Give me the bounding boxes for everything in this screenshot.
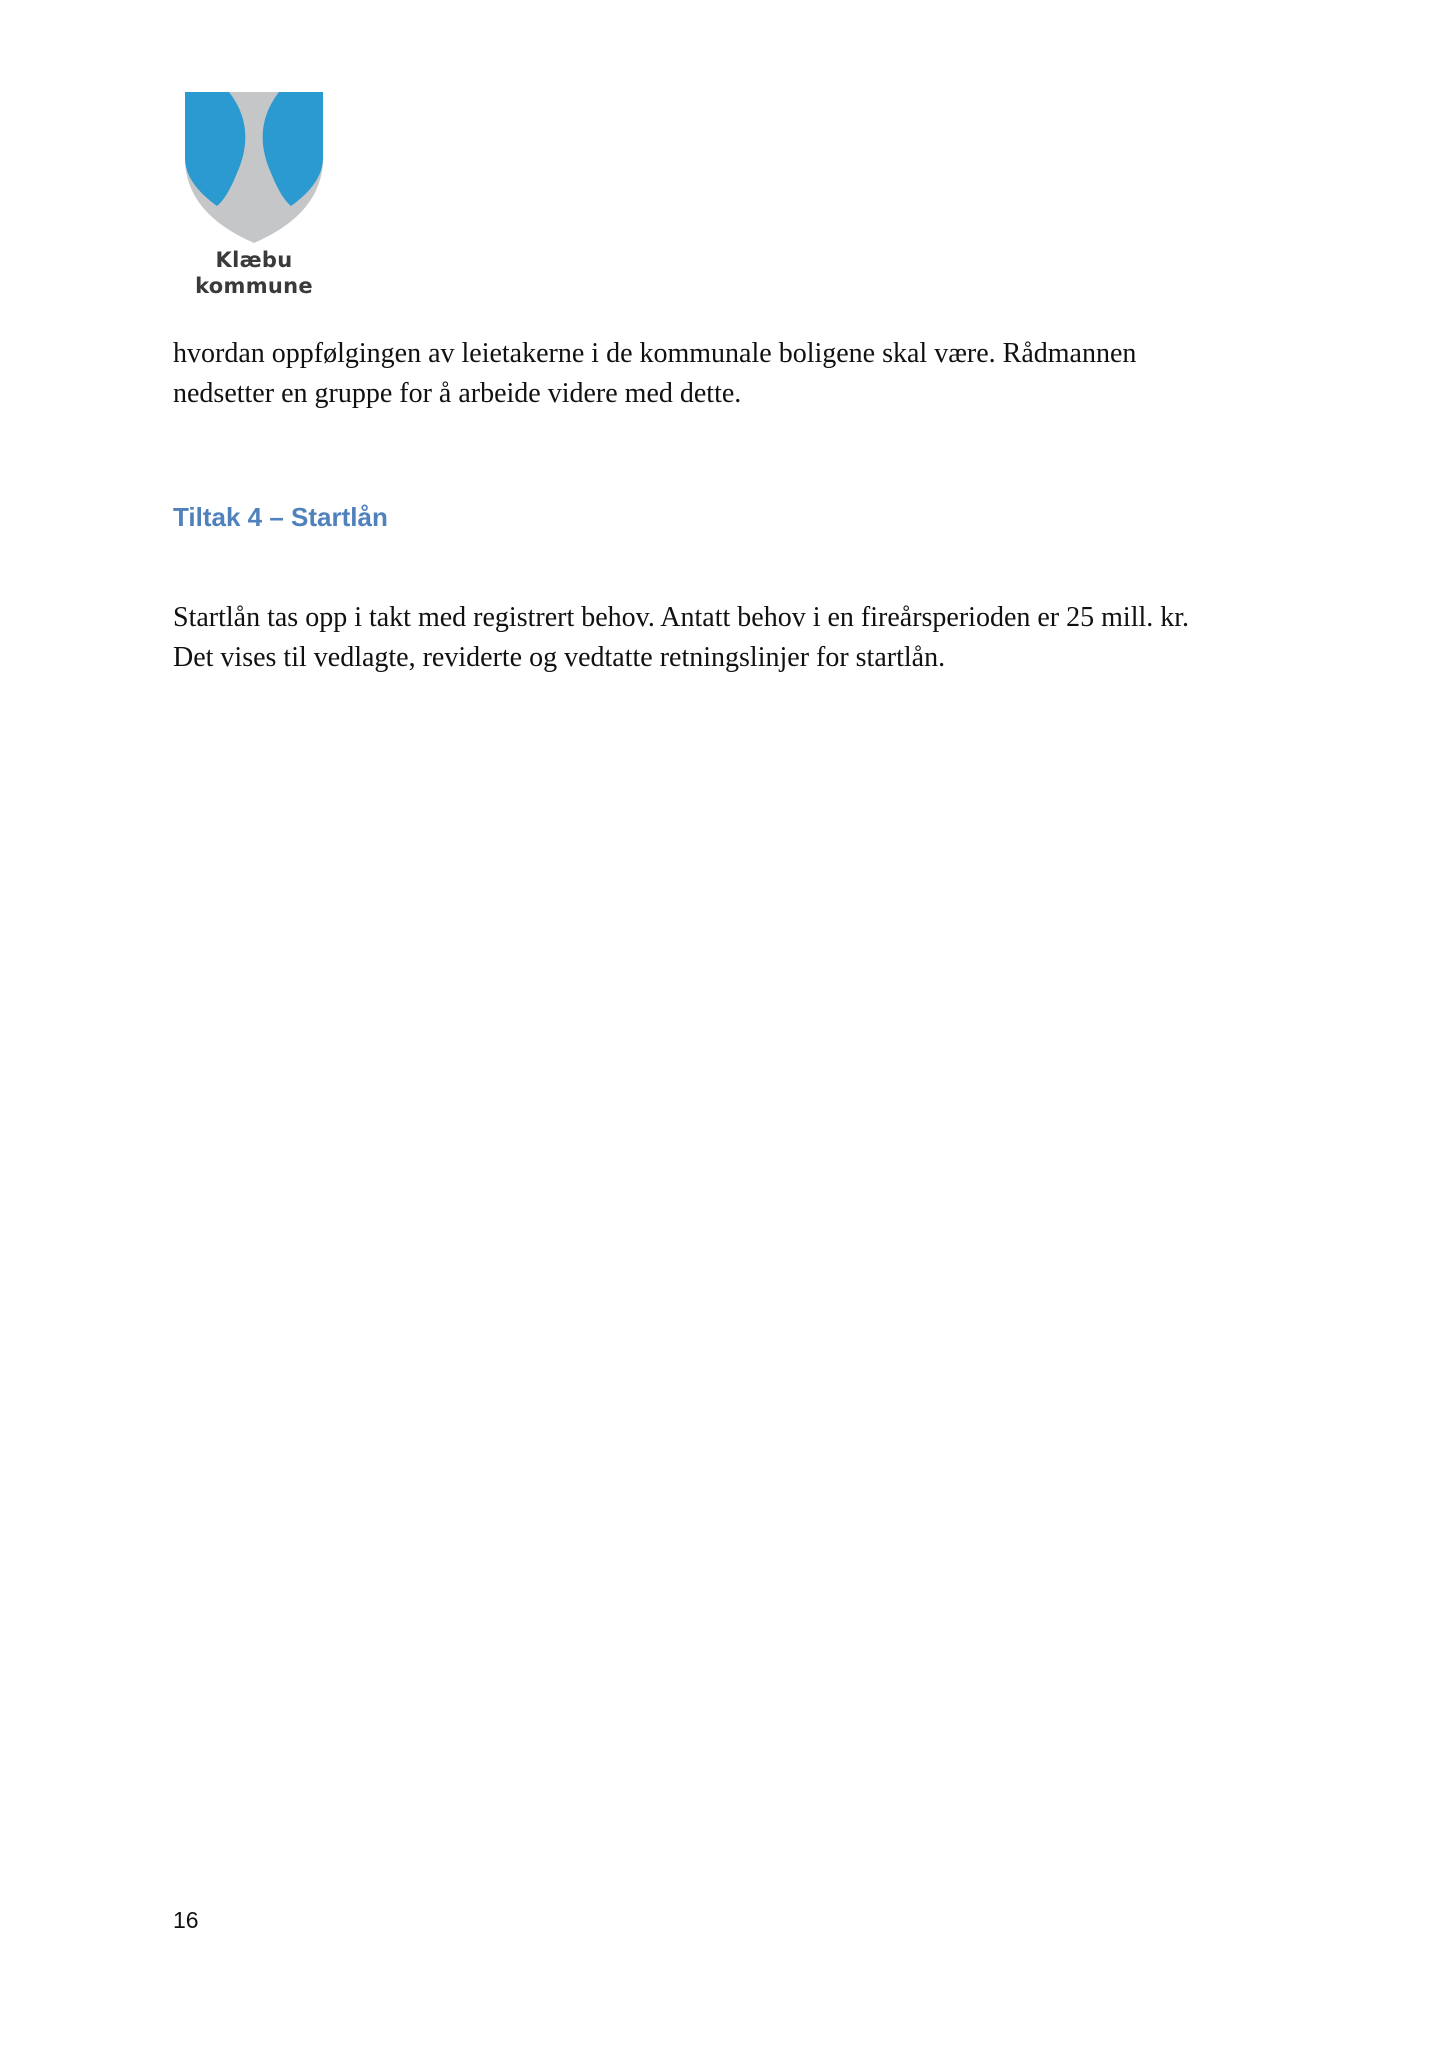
logo-text-line-2: kommune bbox=[195, 274, 313, 298]
page-number: 16 bbox=[173, 1907, 199, 1933]
paragraph-2-line-1: Startlån tas opp i takt med registrert behov. Antatt behov i en fireårsperioden er 25 mill. kr. bbox=[173, 602, 1190, 633]
logo-text-line-1: Klæbu bbox=[215, 248, 293, 272]
body-paragraph-1 bbox=[173, 334, 1293, 414]
paragraph-1-line-2: nedsetter en gruppe for å arbeide videre med dette. bbox=[173, 378, 742, 409]
body-paragraph-2 bbox=[173, 598, 1293, 678]
paragraph-1-line-1: hvordan oppfølgingen av leietakerne i de kommunale boligene skal være. Rådmannen bbox=[173, 338, 1137, 369]
section-heading: Tiltak 4 – Startlån bbox=[173, 502, 388, 532]
klaebu-kommune-logo bbox=[177, 88, 331, 306]
coat-of-arms-icon bbox=[177, 88, 331, 248]
paragraph-2-line-2: Det vises til vedlagte, reviderte og vedtatte retningslinjer for startlån. bbox=[173, 642, 946, 673]
